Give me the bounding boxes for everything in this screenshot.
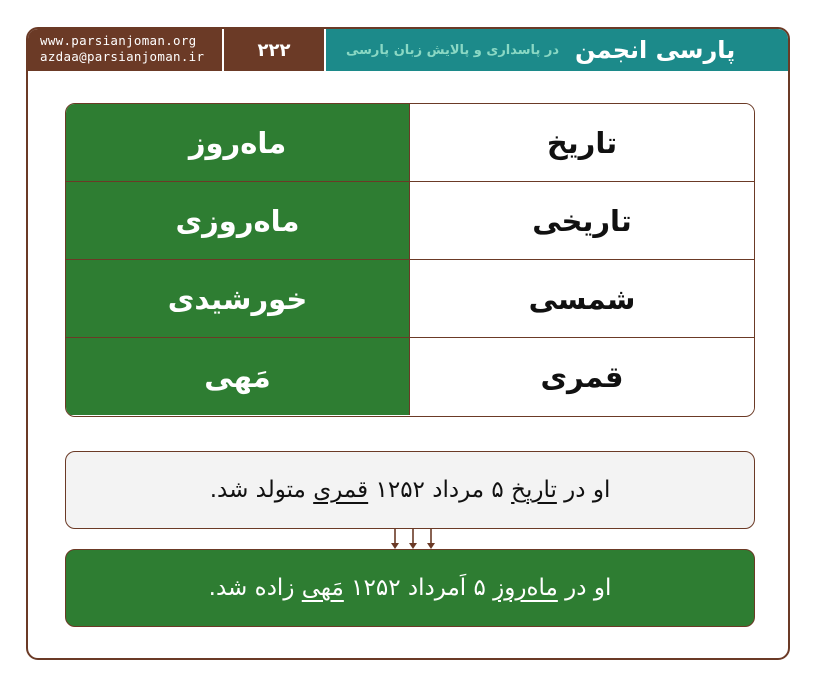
sentence-part: زاده شد.: [208, 575, 302, 601]
vocabulary-table: [65, 103, 755, 417]
replacement-word: ماه‌روزی: [66, 182, 410, 259]
header-bar: [28, 29, 788, 71]
highlighted-word: ماه‌روز: [493, 575, 558, 601]
sentence-part: ۵ اَمرداد ۱۲۵۲: [343, 575, 494, 601]
page-number: ۲۲۲: [222, 29, 324, 71]
brand-block: [324, 29, 788, 71]
highlighted-word: قمری: [313, 477, 369, 503]
sentence-part: او در: [556, 477, 611, 503]
site-logo: پارسی انجمن: [575, 36, 736, 64]
site-tagline: در پاسداری و پالایش زبان پارسی: [346, 42, 560, 58]
highlighted-word: تاریخ: [511, 477, 557, 503]
example-persian-sentence: [65, 549, 755, 627]
original-word: شمسی: [410, 260, 754, 337]
table-row: [66, 182, 754, 260]
table-row: [66, 338, 754, 415]
page-frame: [26, 27, 790, 660]
sentence-part: ۵ مرداد ۱۲۵۲: [368, 477, 512, 503]
replacement-word: خورشیدی: [66, 260, 410, 337]
contact-block: [28, 29, 222, 71]
email-link[interactable]: azdaa@parsianjoman.ir: [40, 49, 205, 64]
original-word: قمری: [410, 338, 754, 415]
sentence-part: متولد شد.: [209, 477, 314, 503]
replacement-word: ماه‌روز: [66, 104, 410, 181]
website-link[interactable]: www.parsianjoman.org: [40, 33, 197, 48]
table-row: [66, 260, 754, 338]
replacement-word: مَهی: [66, 338, 410, 415]
highlighted-word: مَهی: [301, 575, 344, 601]
original-word: تاریخی: [410, 182, 754, 259]
table-row: [66, 104, 754, 182]
original-word: تاریخ: [410, 104, 754, 181]
down-arrows-icon: [383, 529, 443, 551]
example-original-sentence: [65, 451, 755, 529]
sentence-part: او در: [557, 575, 612, 601]
